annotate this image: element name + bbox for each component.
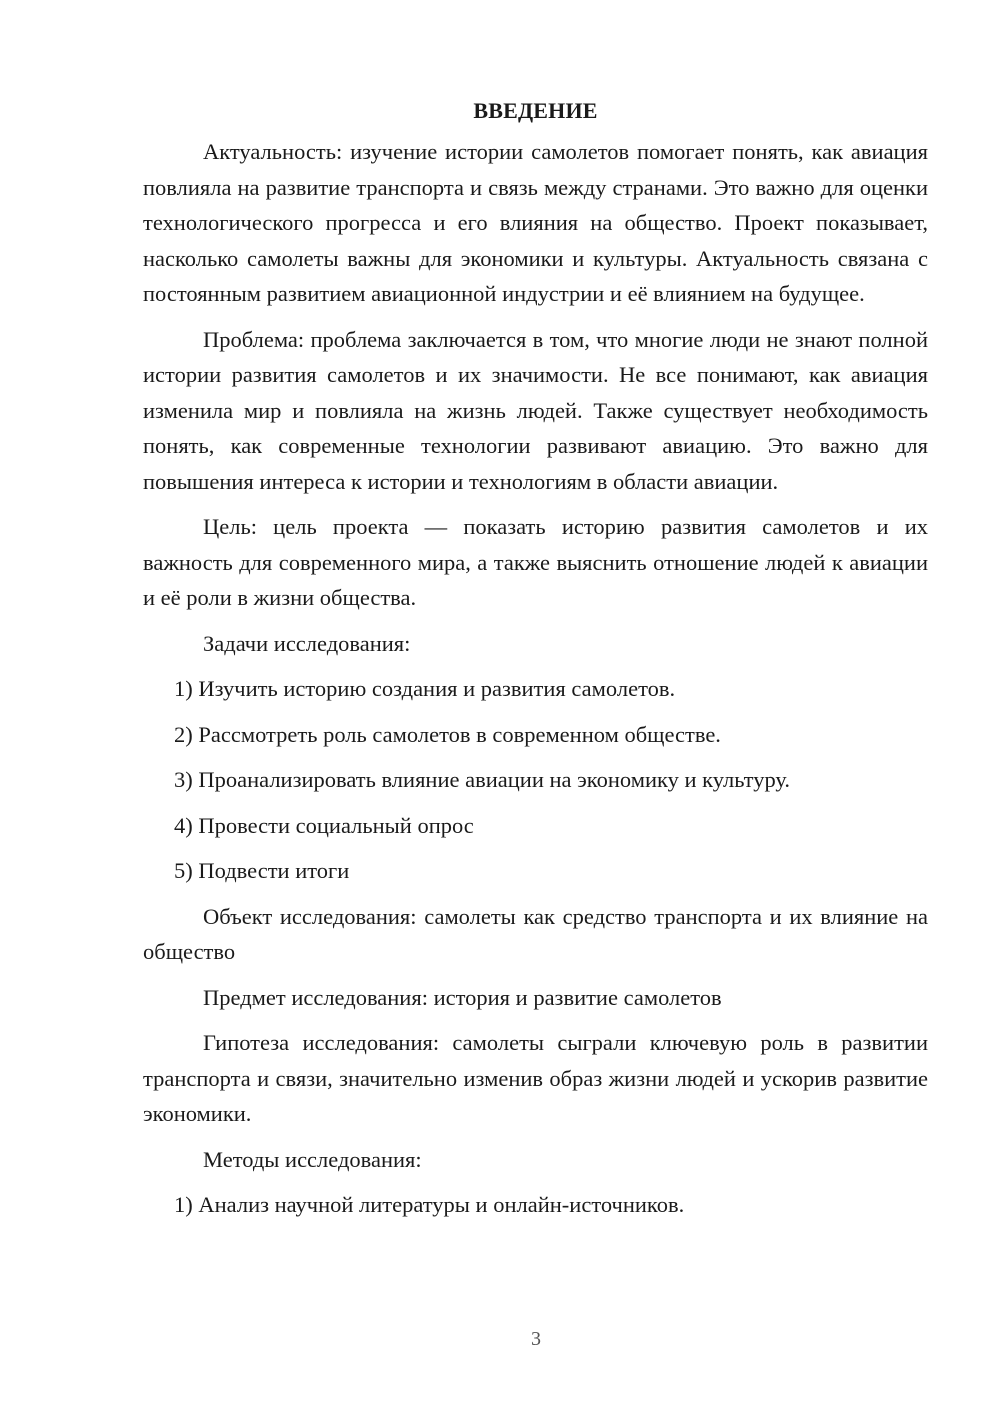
page-number: 3 — [531, 1328, 541, 1350]
subject-paragraph: Предмет исследования: история и развитие самолетов — [203, 984, 722, 1010]
section-title: ВВЕДЕНИЕ — [473, 98, 598, 123]
task-item: 2) Рассмотреть роль самолетов в современном обществе. — [174, 721, 721, 747]
goal-paragraph: Цель: цель проекта — показать историю развития самолетов и их важность для современного мира, а также выяснить отношение людей к авиации и её роли в жизни общества. — [143, 514, 928, 610]
object-paragraph: Объект исследования: самолеты как средство транспорта и их влияние на общество — [143, 903, 928, 964]
methods-heading: Методы исследования: — [203, 1146, 422, 1172]
relevance-paragraph: Актуальность: изучение истории самолетов помогает понять, как авиация повлияла на развитие транспорта и связь между странами. Это важно для оценки технологического прогресса и его влияния на общество. Проект показывает, насколько самолеты важны для экономики и культуры. Актуальность связана с постоянным развитием авиационной индустрии и её влиянием на будущее. — [143, 139, 928, 306]
problem-paragraph: Проблема: проблема заключается в том, что многие люди не знают полной истории развития самолетов и их значимости. Не все понимают, как авиация изменила мир и повлияла на жизнь людей. Также существует необходимость понять, как современные технологии развивают авиацию. Это важно для повышения интереса к истории и технологиям в области авиации. — [143, 326, 928, 494]
task-item: 3) Проанализировать влияние авиации на экономику и культуру. — [174, 767, 791, 792]
task-item: 4) Провести социальный опрос — [174, 812, 474, 838]
task-item: 5) Подвести итоги — [174, 858, 350, 883]
task-item: 1) Изучить историю создания и развития самолетов. — [174, 676, 676, 701]
document-page — [143, 96, 928, 1233]
method-item: 1) Анализ научной литературы и онлайн-источников. — [174, 1192, 685, 1217]
hypothesis-paragraph: Гипотеза исследования: самолеты сыграли ключевую роль в развитии транспорта и связи, значительно изменив образ жизни людей и ускорив развитие экономики. — [143, 1030, 928, 1126]
tasks-heading: Задачи исследования: — [203, 630, 411, 656]
